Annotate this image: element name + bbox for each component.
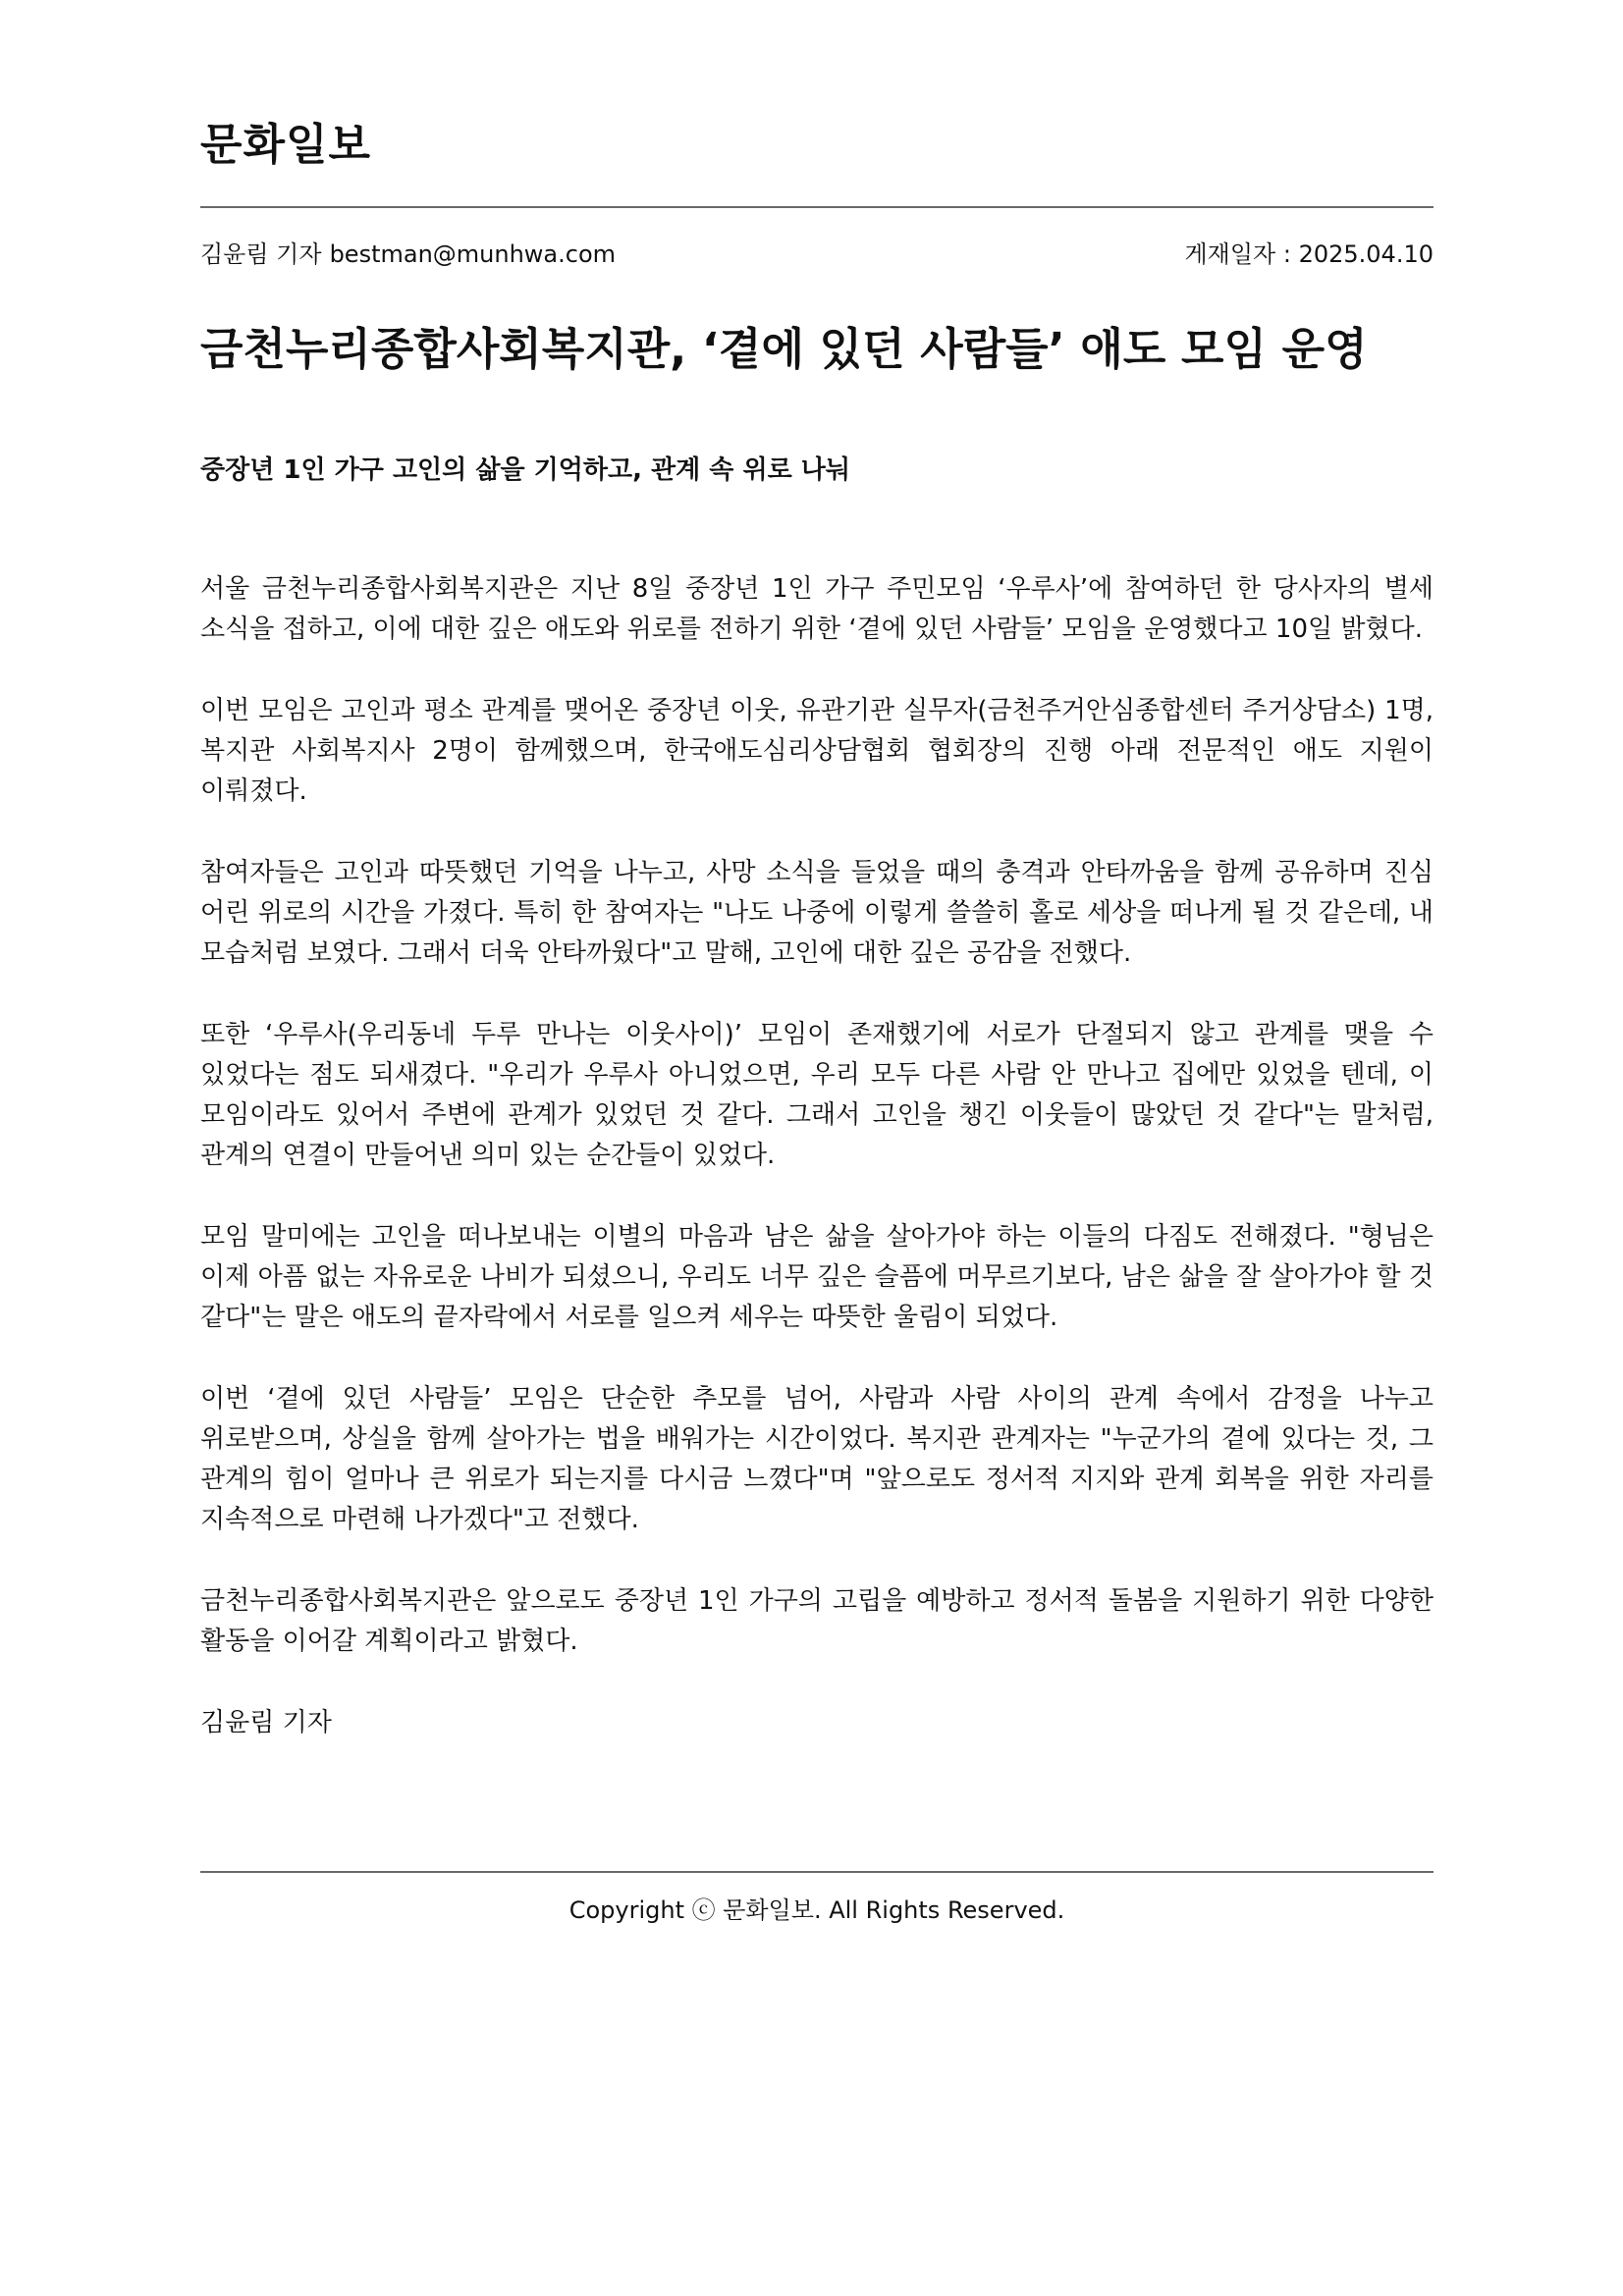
header-divider [200, 206, 1434, 208]
reporter-email: bestman@munhwa.com [329, 240, 617, 268]
body-paragraph: 서울 금천누리종합사회복지관은 지난 8일 중장년 1인 가구 주민모임 ‘우루사’에 참여하던 한 당사자의 별세 소식을 접하고, 이에 대한 깊은 애도와 위로를 전하기 위한 ‘곁에 있던 사람들’ 모임을 운영했다고 10일 밝혔다. [200, 574, 1434, 644]
body-paragraph: 참여자들은 고인과 따뜻했던 기억을 나누고, 사망 소식을 들었을 때의 충격과 안타까움을 함께 공유하며 진심 어린 위로의 시간을 가졌다. 특히 한 참여자는 "나도 나중에 이렇게 쓸쓸히 홀로 세상을 떠나게 될 것 같은데, 내 모습처럼 보였다. 그래서 더욱 안타까웠다"고 말해, 고인에 대한 깊은 공감을 전했다. [200, 858, 1434, 968]
article-meta [200, 240, 1434, 269]
masthead-logo: 문화일보 [200, 120, 372, 170]
reporter-name: 김윤림 기자 [200, 240, 322, 268]
footer-divider [200, 1871, 1434, 1873]
article-subheadline: 중장년 1인 가구 고인의 삶을 기억하고, 관계 속 위로 나눠 [200, 455, 850, 485]
body-paragraph: 모임 말미에는 고인을 떠나보내는 이별의 마음과 남은 삶을 살아가야 하는 이들의 다짐도 전해졌다. "형님은 이제 아픔 없는 자유로운 나비가 되셨으니, 우리도 너무 깊은 슬픔에 머무르기보다, 남은 삶을 잘 살아가야 할 것 같다"는 말은 애도의 끝자락에서 서로를 일으켜 세우는 따뜻한 울림이 되었다. [200, 1222, 1434, 1332]
body-paragraph: 이번 ‘곁에 있던 사람들’ 모임은 단순한 추모를 넘어, 사람과 사람 사이의 관계 속에서 감정을 나누고 위로받으며, 상실을 함께 살아가는 법을 배워가는 시간이었다. 복지관 관계자는 "누군가의 곁에 있다는 것, 그 관계의 힘이 얼마나 큰 위로가 되는지를 다시금 느꼈다"며 "앞으로도 정서적 지지와 관계 회복을 위한 자리를 지속적으로 마련해 나가겠다"고 전했다. [200, 1384, 1434, 1534]
reporter-info [200, 240, 616, 269]
body-paragraph: 이번 모임은 고인과 평소 관계를 맺어온 중장년 이웃, 유관기관 실무자(금천주거안심종합센터 주거상담소) 1명, 복지관 사회복지사 2명이 함께했으며, 한국애도심리상담협회 협회장의 진행 아래 전문적인 애도 지원이 이뤄졌다. [200, 696, 1434, 806]
body-paragraph: 금천누리종합사회복지관은 앞으로도 중장년 1인 가구의 고립을 예방하고 정서적 돌봄을 지원하기 위한 다양한 활동을 이어갈 계획이라고 밝혔다. [200, 1586, 1434, 1656]
publish-date: 게재일자 : 2025.04.10 [1184, 240, 1434, 268]
article-body [200, 569, 1434, 1743]
copyright-notice: Copyright ⓒ 문화일보. All Rights Reserved. [568, 1896, 1065, 1924]
article-byline: 김윤림 기자 [200, 1708, 332, 1737]
article-headline: 금천누리종합사회복지관, ‘곁에 있던 사람들’ 애도 모임 운영 [200, 323, 1368, 375]
body-paragraph: 또한 ‘우루사(우리동네 두루 만나는 이웃사이)’ 모임이 존재했기에 서로가 단절되지 않고 관계를 맺을 수 있었다는 점도 되새겼다. "우리가 우루사 아니었으면, 우리 모두 다른 사람 안 만나고 집에만 있었을 텐데, 이 모임이라도 있어서 주변에 관계가 있었던 것 같다. 그래서 고인을 챙긴 이웃들이 많았던 것 같다"는 말처럼, 관계의 연결이 만들어낸 의미 있는 순간들이 있었다. [200, 1020, 1434, 1170]
